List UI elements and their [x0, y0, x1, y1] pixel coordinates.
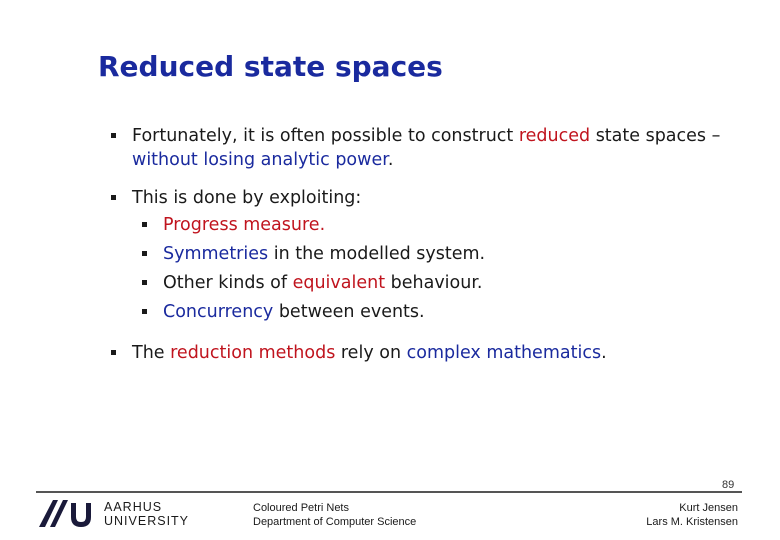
bullet-square-icon	[142, 251, 147, 256]
bullet-3: The reduction methods rely on complex mathematics.	[108, 341, 748, 365]
sub-bullet-equivalent: Other kinds of equivalent behaviour.	[108, 271, 748, 295]
bullet-square-icon	[142, 280, 147, 285]
bullet-square-icon	[142, 222, 147, 227]
aarhus-logo-icon	[37, 497, 97, 529]
footer-authors: Kurt Jensen Lars M. Kristensen	[646, 502, 738, 528]
emphasis-analytic-power: without losing analytic power	[132, 150, 388, 170]
bullet-list	[108, 124, 748, 365]
page-number: 89	[722, 479, 735, 491]
university-name: AARHUS UNIVERSITY	[104, 500, 190, 528]
bullet-square-icon	[111, 133, 116, 138]
slide-title: Reduced state spaces	[98, 50, 443, 83]
emphasis-reduction-methods: reduction methods	[170, 343, 336, 363]
sub-bullet-progress: Progress measure.	[108, 213, 748, 237]
sub-bullet-concurrency: Concurrency between events.	[108, 300, 748, 324]
sub-bullet-symmetries: Symmetries in the modelled system.	[108, 242, 748, 266]
emphasis-complex-mathematics: complex mathematics	[406, 343, 602, 363]
footer-course: Coloured Petri Nets Department of Computer Science	[253, 502, 417, 528]
bullet-square-icon	[142, 309, 147, 314]
emphasis-reduced: reduced	[518, 126, 591, 146]
bullet-square-icon	[111, 350, 116, 355]
bullet-1: Fortunately, it is often possible to construct reduced state spaces – without losing analytic power.	[108, 124, 748, 172]
footer-divider	[36, 491, 742, 493]
bullet-2: This is done by exploiting:	[108, 186, 748, 210]
bullet-square-icon	[111, 195, 116, 200]
